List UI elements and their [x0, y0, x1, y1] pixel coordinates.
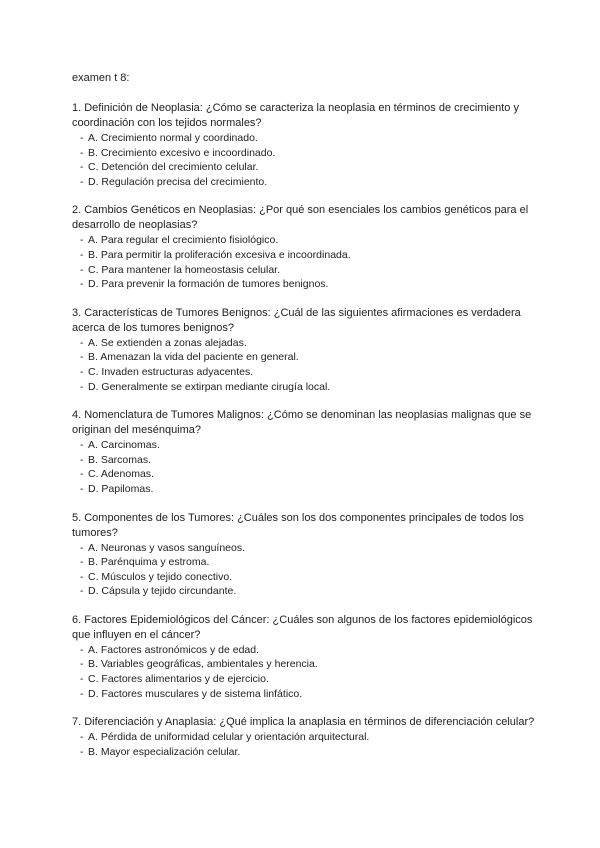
- option-d: - D. Cápsula y tejido circundante.: [80, 585, 237, 598]
- question-6: [72, 613, 542, 701]
- option-d: - D. Para prevenir la formación de tumores benignos.: [80, 278, 329, 291]
- option-d: - D. Regulación precisa del crecimiento.: [80, 175, 268, 188]
- option-a: - A. Crecimiento normal y coordinado.: [80, 132, 258, 144]
- option-b: - B. Mayor especialización celular.: [80, 745, 241, 758]
- option-text: A. Carcinomas.: [88, 439, 160, 452]
- options-list: [72, 643, 542, 701]
- question-2: [72, 203, 542, 291]
- option-text: C. Para mantener la homeostasis celular.: [88, 263, 281, 276]
- option-a: - A. Neuronas y vasos sanguíneos.: [80, 541, 246, 554]
- question-7: [72, 715, 542, 759]
- option-text: A. Para regular el crecimiento fisiológico.: [88, 234, 279, 247]
- option-text: C. Invaden estructuras adyacentes.: [88, 365, 254, 378]
- option-text: A. Factores astronómicos y de edad.: [88, 643, 259, 656]
- option-b: - B. Para permitir la proliferación excesiva e incoordinada.: [80, 248, 351, 261]
- option-c: - C. Músculos y tejido conectivo.: [80, 570, 233, 583]
- question-text: 1. Definición de Neoplasia: ¿Cómo se caracteriza la neoplasia en términos de crecimiento y coordinación con los tejidos normales?: [72, 102, 519, 129]
- option-d: - D. Papilomas.: [80, 482, 154, 495]
- options-list: [72, 336, 542, 394]
- question-text: 2. Cambios Genéticos en Neoplasias: ¿Por qué son esenciales los cambios genéticos para el desarrollo de neoplasias?: [72, 204, 529, 232]
- option-b: - B. Amenazan la vida del paciente en general.: [80, 351, 299, 364]
- document-title: examen t 8:: [72, 72, 130, 84]
- option-text: B. Sarcomas.: [88, 453, 152, 466]
- option-b: - B. Variables geográficas, ambientales y herencia.: [80, 658, 318, 671]
- option-a: - A. Pérdida de uniformidad celular y orientación arquitectural.: [80, 731, 370, 744]
- options-list: [72, 233, 542, 291]
- question-text: 7. Diferenciación y Anaplasia: ¿Qué implica la anaplasia en términos de diferenciación celular?: [72, 716, 535, 729]
- question-text: 5. Componentes de los Tumores: ¿Cuáles son los dos componentes principales de todos los tumores?: [72, 511, 524, 539]
- option-text: D. Para prevenir la formación de tumores benignos.: [88, 278, 329, 291]
- option-text: D. Regulación precisa del crecimiento.: [88, 175, 268, 188]
- question-3: [72, 306, 542, 394]
- option-text: B. Amenazan la vida del paciente en general.: [88, 351, 299, 364]
- options-list: [72, 438, 542, 496]
- option-text: D. Generalmente se extirpan mediante cirugía local.: [88, 380, 331, 393]
- option-text: B. Crecimiento excesivo e incoordinado.: [88, 146, 276, 159]
- option-text: D. Papilomas.: [88, 482, 154, 495]
- option-text: A. Crecimiento normal y coordinado.: [88, 132, 258, 144]
- option-text: A. Neuronas y vasos sanguíneos.: [88, 541, 246, 554]
- option-text: C. Músculos y tejido conectivo.: [88, 570, 233, 583]
- question-text: 4. Nomenclatura de Tumores Malignos: ¿Cómo se denominan las neoplasias malignas que se originan del mesénquima?: [72, 409, 532, 437]
- option-text: B. Mayor especialización celular.: [88, 745, 241, 758]
- option-b: - B. Sarcomas.: [80, 453, 152, 466]
- option-text: A. Se extienden a zonas alejadas.: [88, 336, 247, 349]
- option-c: - C. Para mantener la homeostasis celular.: [80, 263, 281, 276]
- option-text: B. Variables geográficas, ambientales y herencia.: [88, 658, 318, 671]
- option-text: D. Factores musculares y de sistema linfático.: [88, 687, 303, 700]
- options-list: [72, 730, 542, 759]
- option-d: - D. Generalmente se extirpan mediante cirugía local.: [80, 380, 331, 393]
- question-text: 6. Factores Epidemiológicos del Cáncer: ¿Cuáles son algunos de los factores epidemiológicos que influyen en el cáncer?: [72, 613, 533, 641]
- document-page: [72, 71, 542, 773]
- options-list: [72, 131, 542, 189]
- question-text: 3. Características de Tumores Benignos: ¿Cuál de las siguientes afirmaciones es verdadera acerca de los tumores benignos?: [72, 306, 521, 334]
- option-a: - A. Factores astronómicos y de edad.: [80, 643, 259, 656]
- option-c: - C. Detención del crecimiento celular.: [80, 161, 259, 174]
- option-text: D. Cápsula y tejido circundante.: [88, 585, 237, 598]
- option-text: B. Para permitir la proliferación excesiva e incoordinada.: [88, 248, 351, 261]
- option-text: C. Factores alimentarios y de ejercicio.: [88, 673, 269, 686]
- option-a: - A. Carcinomas.: [80, 439, 160, 452]
- option-text: A. Pérdida de uniformidad celular y orientación arquitectural.: [88, 731, 370, 744]
- option-b: - B. Crecimiento excesivo e incoordinado.: [80, 146, 276, 159]
- option-c: - C. Invaden estructuras adyacentes.: [80, 365, 254, 378]
- option-c: - C. Adenomas.: [80, 468, 154, 481]
- option-b: - B. Parénquima y estroma.: [80, 556, 210, 569]
- option-text: B. Parénquima y estroma.: [88, 556, 210, 569]
- option-d: - D. Factores musculares y de sistema linfático.: [80, 687, 303, 700]
- option-a: - A. Se extienden a zonas alejadas.: [80, 336, 247, 349]
- option-a: - A. Para regular el crecimiento fisiológico.: [80, 234, 279, 247]
- question-5: [72, 511, 542, 599]
- option-c: - C. Factores alimentarios y de ejercicio.: [80, 673, 269, 686]
- question-1: [72, 101, 542, 189]
- options-list: [72, 541, 542, 599]
- question-4: [72, 408, 542, 496]
- option-text: C. Detención del crecimiento celular.: [88, 161, 259, 174]
- option-text: C. Adenomas.: [88, 468, 154, 481]
